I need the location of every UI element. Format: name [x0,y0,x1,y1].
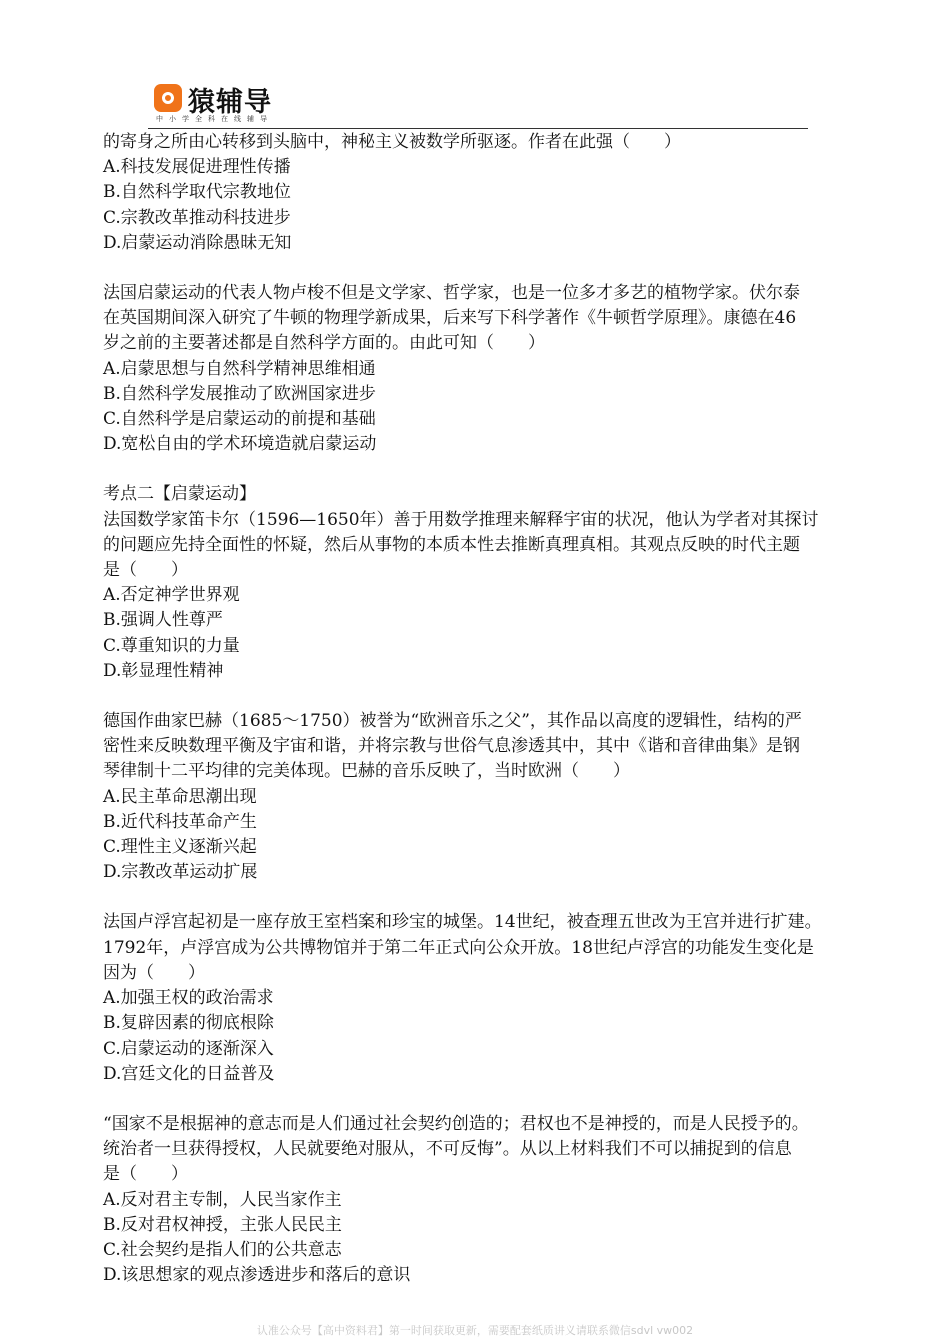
answer-option: B.复辟因素的彻底根除 [103,1013,274,1034]
answer-option: C.宗教改革推动科技进步 [103,207,291,228]
question [103,709,903,885]
answer-option: A.加强王权的政治需求 [103,988,274,1009]
footer-watermark: 认准公众号【高中资料君】第一时间获取更新，需要配套纸质讲义请联系微信sdvl vw002 [256,1324,694,1337]
answer-option: D.宗教改革运动扩展 [103,862,258,883]
answer-option: C.尊重知识的力量 [103,635,240,656]
question-stem-line: 1792年，卢浮宫成为公共博物馆并于第二年正式向公众开放。18世纪卢浮宫的功能发生变化是 [103,937,814,958]
question [103,508,903,684]
document-body [103,130,903,1288]
answer-option: B.自然科学发展推动了欧洲国家进步 [103,383,376,404]
answer-option: D.启蒙运动消除愚昧无知 [103,232,292,253]
section-title: 考点二【启蒙运动】 [103,484,256,505]
answer-option: D.彰显理性精神 [103,660,224,681]
brand-name: 猿辅导 [188,87,272,118]
question-stem-line: “国家不是根据神的意志而是人们通过社会契约创造的；君权也不是神授的，而是人民授予的。 [103,1113,809,1134]
answer-option: C.启蒙运动的逐渐深入 [103,1038,274,1059]
question-stem-line: 因为（ ） [103,962,205,983]
answer-option: A.民主革命思潮出现 [103,786,257,807]
question [103,130,903,256]
answer-option: B.反对君权神授，主张人民民主 [103,1214,342,1235]
answer-option: A.启蒙思想与自然科学精神思维相通 [103,358,376,379]
question-stem-line: 的寄身之所由心转移到头脑中，神秘主义被数学所驱逐。作者在此强（ ） [103,132,681,152]
question [103,1112,903,1288]
question-stem-line: 法国卢浮宫起初是一座存放王室档案和珍宝的城堡。14世纪，被查理五世改为王宫并进行扩建。 [103,912,822,933]
question-stem-line: 德国作曲家巴赫（1685～1750）被誉为“欧洲音乐之父”，其作品以高度的逻辑性，结构的严 [103,711,802,732]
question-stem-line: 岁之前的主要著述都是自然科学方面的。由此可知（ ） [103,333,545,354]
question-stem-line: 密性来反映数理平衡及宇宙和谐，并将宗教与世俗气息渗透其中，其中《谐和音律曲集》是钢 [103,736,800,757]
question-group-a [103,130,903,457]
question-stem-line: 的问题应先持全面性的怀疑，然后从事物的本质本性去推断真理真相。其观点反映的时代主题 [103,534,800,555]
answer-option: D.宽松自由的学术环境造就启蒙运动 [103,434,377,455]
question-stem-line: 琴律制十二平均律的完美体现。巴赫的音乐反映了，当时欧洲（ ） [103,761,630,782]
answer-option: A.反对君主专制，人民当家作主 [103,1189,342,1210]
question-stem-line: 是（ ） [103,560,188,581]
question-stem-line: 统治者一旦获得授权，人民就要绝对服从，不可反悔”。从以上材料我们不可以捕捉到的信息 [103,1139,792,1160]
answer-option: B.自然科学取代宗教地位 [103,182,291,203]
answer-option: D.宫廷文化的日益普及 [103,1063,275,1084]
question [103,281,903,457]
answer-option: B.强调人性尊严 [103,610,223,631]
question-stem-line: 在英国期间深入研究了牛顿的物理学新成果，后来写下科学著作《牛顿哲学原理》。康德在46 [103,308,797,329]
answer-option: C.社会契约是指人们的公共意志 [103,1239,342,1260]
question-stem-line: 是（ ） [103,1164,188,1185]
yuanfudao-logo-icon [154,84,182,112]
question-group-b [103,508,903,1289]
question-stem-line: 法国数学家笛卡尔（1596—1650年）善于用数学推理来解释宇宙的状况，他认为学者对其探讨 [103,509,819,530]
answer-option: B.近代科技革命产生 [103,811,257,832]
question [103,910,903,1086]
answer-option: C.理性主义逐渐兴起 [103,837,257,858]
header-divider [148,128,808,129]
page-header [148,78,808,130]
question-stem-line: 法国启蒙运动的代表人物卢梭不但是文学家、哲学家，也是一位多才多艺的植物学家。伏尔泰 [103,283,800,304]
answer-option: D.该思想家的观点渗透进步和落后的意识 [103,1265,411,1286]
brand-tagline: 中小学全科在线辅导 [156,115,273,123]
answer-option: A.科技发展促进理性传播 [103,157,291,178]
answer-option: A.否定神学世界观 [103,585,240,606]
answer-option: C.自然科学是启蒙运动的前提和基础 [103,409,376,430]
